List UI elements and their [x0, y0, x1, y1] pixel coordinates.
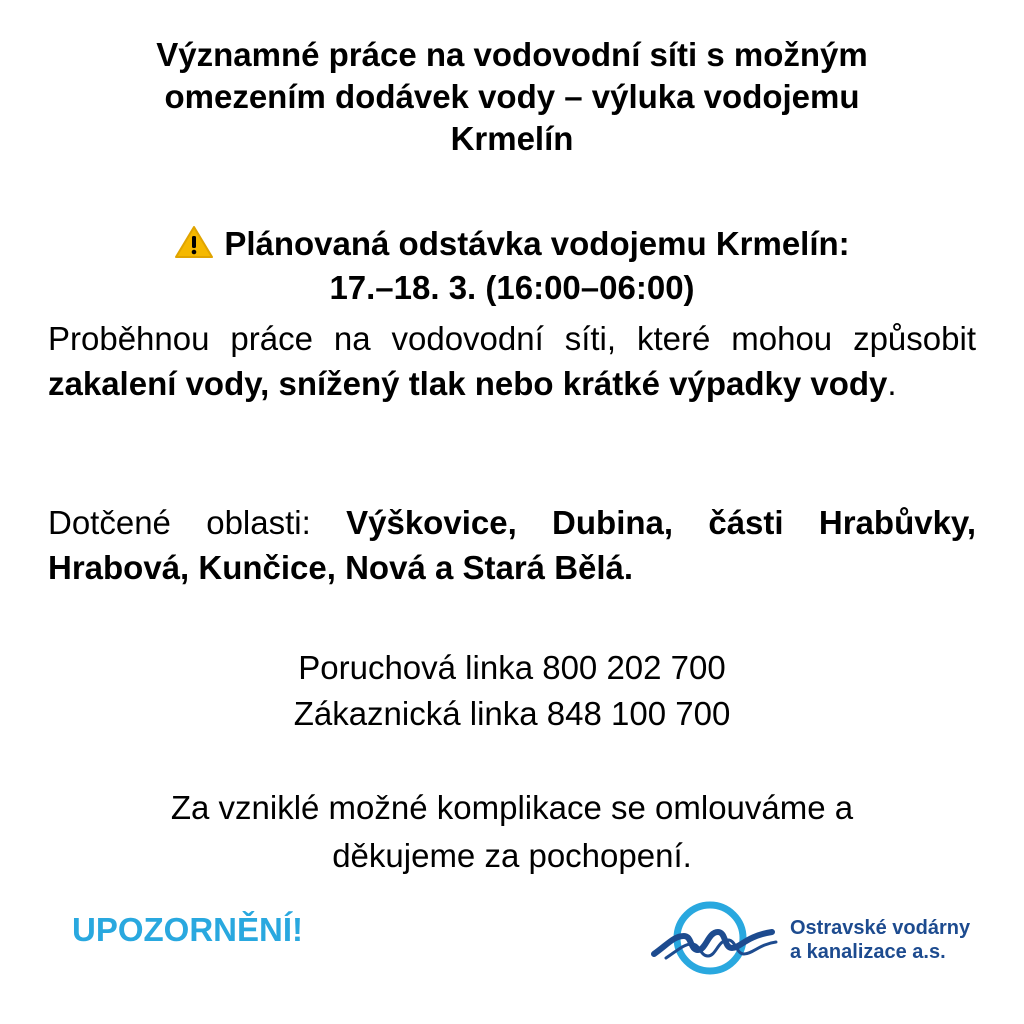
outage-alert [40, 222, 984, 310]
company-logo [650, 896, 990, 986]
alert-headline [40, 222, 984, 266]
work-description-text: Proběhnou práce na vodovodní síti, které mohou způsobit [48, 320, 976, 357]
ovak-logo-icon [650, 896, 780, 986]
work-description [48, 316, 976, 406]
company-name-line-2: a kanalizace a.s. [790, 941, 946, 963]
notice-label: UPOZORNĚNÍ! [72, 911, 303, 948]
affected-areas-list: Výškovice, Dubina, části Hrabůvky, Hrabová, Kunčice, Nová a Stará Bělá. [48, 504, 977, 586]
fault-line: Poruchová linka 800 202 700 [298, 649, 726, 686]
page-title [50, 34, 974, 160]
title-line-2: omezením dodávek vody – výluka vodojemu [164, 78, 860, 115]
warning-icon [174, 225, 214, 259]
company-name [790, 916, 970, 964]
affected-areas [48, 500, 976, 590]
company-name-line-1: Ostravské vodárny [790, 917, 971, 939]
title-line-3: Krmelín [450, 120, 574, 157]
customer-line: Zákaznická linka 848 100 700 [293, 695, 731, 732]
work-impact-text: zakalení vody, snížený tlak nebo krátké výpadky vody [48, 365, 888, 402]
alert-date-range: 17.–18. 3. (16:00–06:00) [329, 269, 695, 306]
alert-title: Plánovaná odstávka vodojemu Krmelín: [224, 225, 850, 262]
affected-areas-label: Dotčené oblasti: [48, 504, 347, 541]
closing-message [40, 784, 984, 880]
contact-lines [40, 645, 984, 737]
closing-line-2: děkujeme za pochopení. [332, 837, 692, 874]
closing-line-1: Za vzniklé možné komplikace se omlouváme a [170, 789, 854, 826]
title-line-1: Významné práce na vodovodní síti s možným [156, 36, 868, 73]
work-description-end: . [887, 365, 897, 402]
